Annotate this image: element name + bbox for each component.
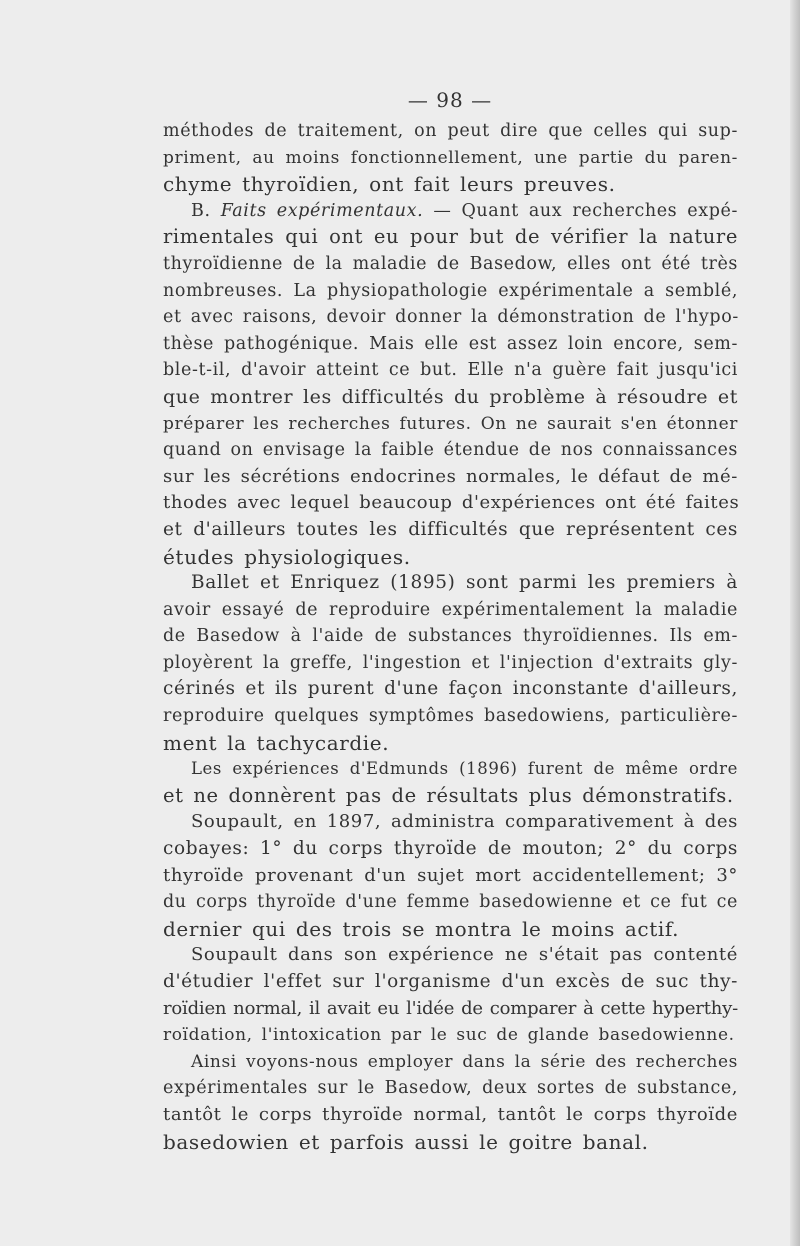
text-line: préparer les recherches futures. On ne saurait s'en étonner (163, 413, 738, 434)
text-line: d'étudier l'effet sur l'organisme d'un excès de suc thy- (163, 971, 738, 992)
text-line: thyroïdienne de la maladie de Basedow, elles ont été très (163, 253, 738, 274)
text-line: thodes avec lequel beaucoup d'expériences ont été faites (163, 492, 740, 514)
section-title: Faits expérimentaux. (220, 200, 424, 221)
text-line: études physiologiques. (163, 544, 411, 569)
text-line: priment, au moins fonctionnellement, une partie du paren- (163, 147, 738, 168)
text-line: thyroïde provenant d'un sujet mort accidentellement; 3° (163, 864, 738, 886)
text-line: reproduire quelques symptômes basedowiens, particulière- (163, 706, 738, 727)
page-number: — 98 — (407, 88, 493, 112)
text-line: chyme thyroïdien, ont fait leurs preuves. (163, 172, 616, 197)
text-line: et d'ailleurs toutes les difficultés que représentent ces (163, 518, 738, 540)
text-line-rest: — Quant aux recherches expé- (423, 200, 738, 221)
text-line: ployèrent la greffe, l'ingestion et l'injection d'extraits gly- (163, 652, 738, 673)
text-line: nombreuses. La physiopathologie expérimentale a semblé, (163, 280, 738, 301)
text-line: avoir essayé de reproduire expérimentalement la maladie (163, 599, 738, 620)
text-line: que montrer les difficultés du problème à résoudre et (163, 385, 738, 408)
text-line: et avec raisons, devoir donner la démonstration de l'hypo- (163, 307, 739, 328)
body-text (163, 118, 738, 1155)
page-edge-shadow (790, 0, 800, 1246)
text-line: méthodes de traitement, on peut dire que celles qui sup- (163, 121, 738, 141)
text-line: roïdation, l'intoxication par le suc de glande basedowienne. (163, 1025, 735, 1046)
text-line: dernier qui des trois se montra le moins actif. (163, 916, 680, 941)
text-line: de Basedow à l'aide de substances thyroïdiennes. Ils em- (163, 626, 738, 647)
section-heading-line (163, 198, 738, 225)
text-line: cobayes: 1° du corps thyroïde de mouton; 2° du corps (163, 838, 738, 860)
text-line: ment la tachycardie. (163, 730, 390, 755)
text-line: rimentales qui ont eu pour but de vérifier la nature (163, 225, 738, 249)
section-letter: B. (191, 200, 221, 221)
text-line: roïdien normal, il avait eu l'idée de comparer à cette hyperthy- (163, 997, 738, 1019)
text-line: Les expériences d'Edmunds (1896) furent de même ordre (191, 759, 738, 779)
text-line: thèse pathogénique. Mais elle est assez loin encore, sem- (163, 333, 738, 354)
text-line: Soupault dans son expérience ne s'était pas contenté (191, 944, 738, 966)
text-line: sur les sécrétions endocrines normales, le défaut de mé- (163, 465, 738, 487)
text-line: Soupault, en 1897, administra comparativement à des (191, 811, 738, 833)
text-line: ble-t-il, d'avoir atteint ce but. Elle n'a guère fait jusqu'ici (163, 360, 738, 381)
text-line: cérinés et ils purent d'une façon inconstante d'ailleurs, (163, 678, 738, 700)
text-line: expérimentales sur le Basedow, deux sortes de substance, (163, 1078, 738, 1099)
text-line: basedowien et parfois aussi le goitre banal. (163, 1129, 649, 1154)
text-line: et ne donnèrent pas de résultats plus démonstratifs. (163, 783, 734, 807)
text-line: Ballet et Enriquez (1895) sont parmi les premiers à (191, 572, 738, 594)
text-line: quand on envisage la faible étendue de nos connaissances (163, 440, 738, 461)
text-line: Ainsi voyons-nous employer dans la série des recherches (191, 1051, 738, 1072)
text-line: tantôt le corps thyroïde normal, tantôt le corps thyroïde (163, 1103, 738, 1125)
text-line: du corps thyroïde d'une femme basedowienne et ce fut ce (163, 892, 738, 913)
